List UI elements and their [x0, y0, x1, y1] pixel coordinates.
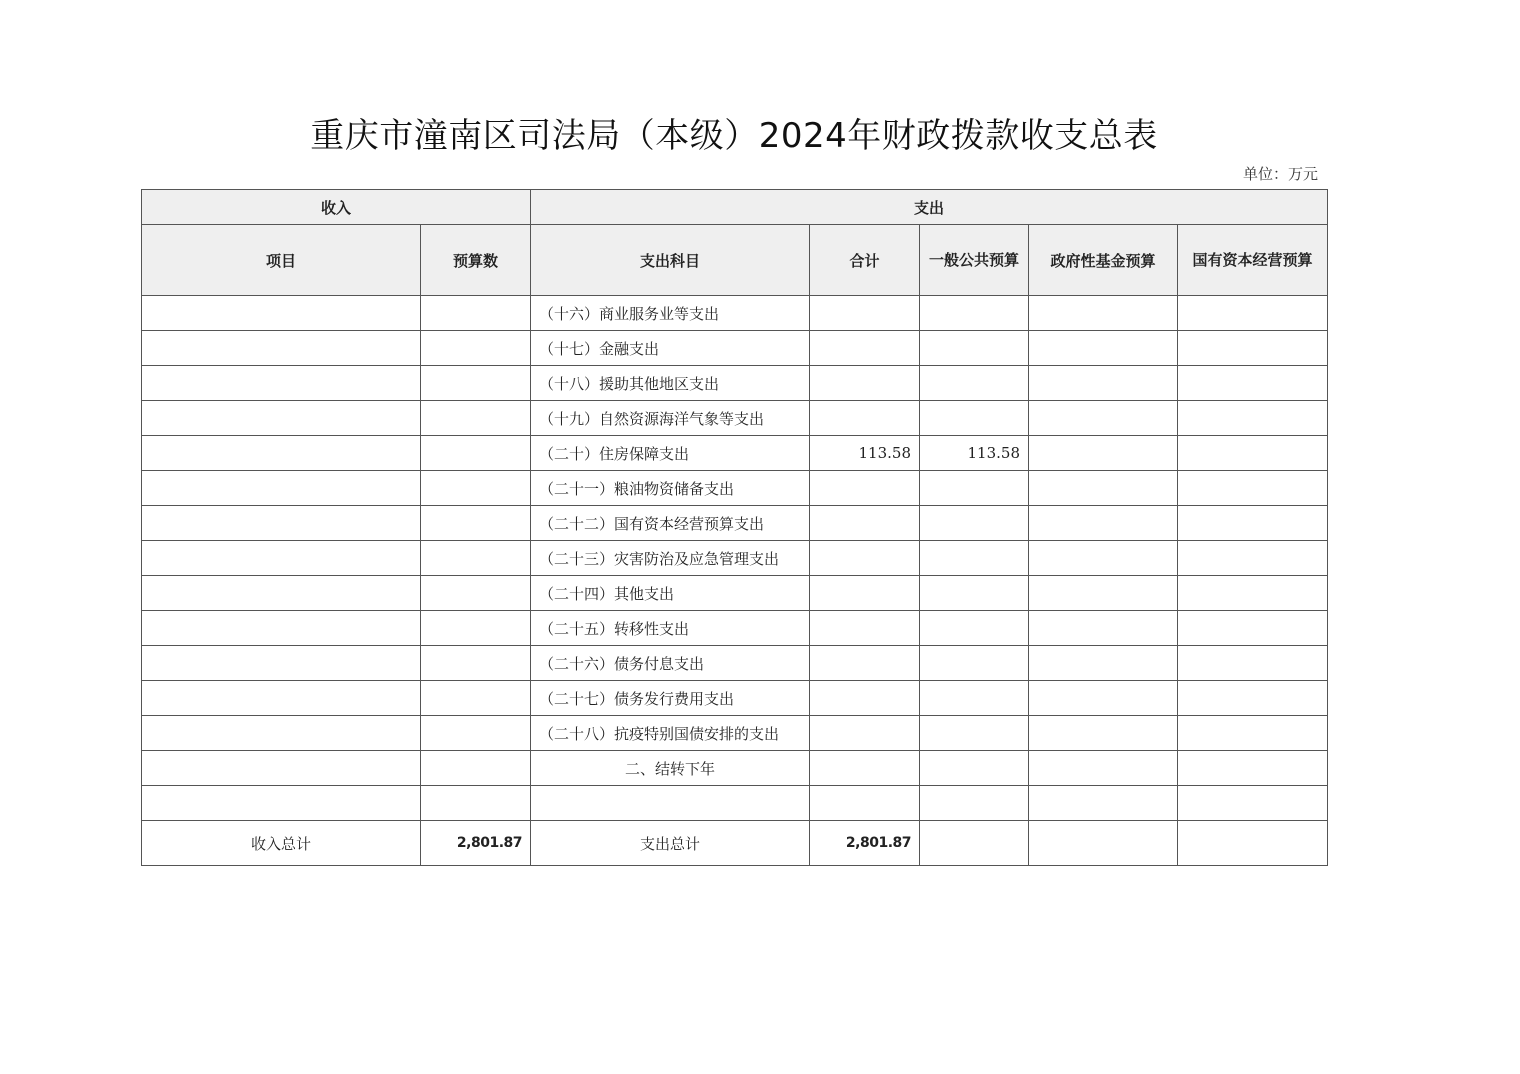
capital-budget-cell: [1178, 366, 1328, 401]
general-budget-cell: [920, 506, 1029, 541]
general-budget-cell: [920, 576, 1029, 611]
expense-subject-cell: （十七）金融支出: [531, 331, 810, 366]
capital-budget-cell: [1178, 646, 1328, 681]
group-header-row: [142, 190, 1328, 225]
general-budget-cell: [920, 296, 1029, 331]
unit-label: 单位：万元: [1242, 165, 1318, 183]
item-cell: [142, 576, 421, 611]
column-header-row: [142, 225, 1328, 296]
table-row: [142, 751, 1328, 786]
total-cell: [810, 576, 920, 611]
total-cell: [810, 296, 920, 331]
budget-cell: [421, 506, 531, 541]
table-row: [142, 436, 1328, 471]
item-cell: [142, 681, 421, 716]
total-cell: [810, 541, 920, 576]
income-group-header: 收入: [142, 190, 531, 225]
fund-budget-cell: [1029, 646, 1178, 681]
capital-budget-cell: [1178, 576, 1328, 611]
table-row: [142, 331, 1328, 366]
expense-group-header: 支出: [531, 190, 1328, 225]
budget-cell: [421, 471, 531, 506]
fund-budget-cell: [1029, 751, 1178, 786]
budget-cell: [421, 751, 531, 786]
budget-cell: [421, 331, 531, 366]
general-budget-cell: [920, 786, 1029, 821]
expense-subject-cell: （十八）援助其他地区支出: [531, 366, 810, 401]
general-budget-cell: [920, 366, 1029, 401]
table-row: [142, 611, 1328, 646]
fund-budget-cell: [1029, 506, 1178, 541]
totals-row: [142, 821, 1328, 866]
general-budget-cell: 113.58: [920, 436, 1029, 471]
col-header-state-capital-budget: 国有资本经营预算: [1178, 225, 1328, 296]
budget-cell: [421, 786, 531, 821]
fund-budget-cell: [1029, 681, 1178, 716]
item-cell: [142, 471, 421, 506]
col-header-expense-subject: 支出科目: [531, 225, 810, 296]
col-header-gov-fund-budget: 政府性基金预算: [1029, 225, 1178, 296]
budget-cell: [421, 436, 531, 471]
expense-total-label: 支出总计: [531, 821, 810, 866]
capital-budget-cell: [1178, 506, 1328, 541]
table-row: [142, 786, 1328, 821]
general-budget-cell: [920, 401, 1029, 436]
table-row: [142, 401, 1328, 436]
item-cell: [142, 716, 421, 751]
capital-budget-cell: [1178, 611, 1328, 646]
budget-cell: [421, 541, 531, 576]
item-cell: [142, 401, 421, 436]
total-fund-cell: [1029, 821, 1178, 866]
total-cell: [810, 366, 920, 401]
fund-budget-cell: [1029, 471, 1178, 506]
budget-cell: [421, 401, 531, 436]
table-row: [142, 506, 1328, 541]
capital-budget-cell: [1178, 296, 1328, 331]
table-row: [142, 646, 1328, 681]
budget-cell: [421, 366, 531, 401]
table-row: [142, 471, 1328, 506]
total-cell: [810, 331, 920, 366]
fund-budget-cell: [1029, 366, 1178, 401]
expense-subject-cell: （二十三）灾害防治及应急管理支出: [531, 541, 810, 576]
page-title: 重庆市潼南区司法局（本级）2024年财政拨款收支总表: [310, 116, 1158, 156]
budget-cell: [421, 611, 531, 646]
budget-cell: [421, 681, 531, 716]
capital-budget-cell: [1178, 436, 1328, 471]
total-cell: [810, 786, 920, 821]
budget-cell: [421, 576, 531, 611]
budget-cell: [421, 716, 531, 751]
col-header-budget: 预算数: [421, 225, 531, 296]
expense-subject-cell: （十九）自然资源海洋气象等支出: [531, 401, 810, 436]
item-cell: [142, 786, 421, 821]
fund-budget-cell: [1029, 611, 1178, 646]
fiscal-summary-table: [141, 189, 1328, 866]
item-cell: [142, 366, 421, 401]
fund-budget-cell: [1029, 576, 1178, 611]
general-budget-cell: [920, 331, 1029, 366]
general-budget-cell: [920, 471, 1029, 506]
general-budget-cell: [920, 611, 1029, 646]
fund-budget-cell: [1029, 786, 1178, 821]
general-budget-cell: [920, 646, 1029, 681]
col-header-general-public-budget: 一般公共预算: [920, 225, 1029, 296]
total-cell: 113.58: [810, 436, 920, 471]
item-cell: [142, 506, 421, 541]
expense-total-value: 2,801.87: [810, 821, 920, 866]
capital-budget-cell: [1178, 751, 1328, 786]
capital-budget-cell: [1178, 681, 1328, 716]
item-cell: [142, 611, 421, 646]
table-row: [142, 576, 1328, 611]
capital-budget-cell: [1178, 401, 1328, 436]
total-cell: [810, 751, 920, 786]
fund-budget-cell: [1029, 541, 1178, 576]
table-row: [142, 366, 1328, 401]
total-cell: [810, 506, 920, 541]
expense-subject-cell: （二十二）国有资本经营预算支出: [531, 506, 810, 541]
item-cell: [142, 436, 421, 471]
expense-subject-cell: [531, 786, 810, 821]
table-row: [142, 716, 1328, 751]
item-cell: [142, 751, 421, 786]
total-cell: [810, 471, 920, 506]
fund-budget-cell: [1029, 296, 1178, 331]
col-header-total: 合计: [810, 225, 920, 296]
budget-cell: [421, 296, 531, 331]
item-cell: [142, 296, 421, 331]
col-header-item: 项目: [142, 225, 421, 296]
expense-subject-cell: （二十七）债务发行费用支出: [531, 681, 810, 716]
expense-subject-cell: （二十四）其他支出: [531, 576, 810, 611]
general-budget-cell: [920, 716, 1029, 751]
fund-budget-cell: [1029, 436, 1178, 471]
budget-cell: [421, 646, 531, 681]
expense-subject-cell: （二十五）转移性支出: [531, 611, 810, 646]
expense-subject-cell: 二、结转下年: [531, 751, 810, 786]
capital-budget-cell: [1178, 471, 1328, 506]
general-budget-cell: [920, 681, 1029, 716]
item-cell: [142, 331, 421, 366]
expense-subject-cell: （二十）住房保障支出: [531, 436, 810, 471]
general-budget-cell: [920, 751, 1029, 786]
capital-budget-cell: [1178, 716, 1328, 751]
fund-budget-cell: [1029, 331, 1178, 366]
total-cell: [810, 401, 920, 436]
item-cell: [142, 541, 421, 576]
income-total-value: 2,801.87: [421, 821, 531, 866]
table-row: [142, 296, 1328, 331]
expense-subject-cell: （二十八）抗疫特别国债安排的支出: [531, 716, 810, 751]
total-cell: [810, 646, 920, 681]
expense-subject-cell: （二十一）粮油物资储备支出: [531, 471, 810, 506]
total-cell: [810, 681, 920, 716]
total-capital-cell: [1178, 821, 1328, 866]
total-general-cell: [920, 821, 1029, 866]
general-budget-cell: [920, 541, 1029, 576]
table-body: [142, 296, 1328, 821]
table-row: [142, 681, 1328, 716]
expense-subject-cell: （十六）商业服务业等支出: [531, 296, 810, 331]
total-cell: [810, 611, 920, 646]
capital-budget-cell: [1178, 541, 1328, 576]
capital-budget-cell: [1178, 331, 1328, 366]
fund-budget-cell: [1029, 716, 1178, 751]
table-row: [142, 541, 1328, 576]
total-cell: [810, 716, 920, 751]
income-total-label: 收入总计: [142, 821, 421, 866]
item-cell: [142, 646, 421, 681]
fund-budget-cell: [1029, 401, 1178, 436]
capital-budget-cell: [1178, 786, 1328, 821]
expense-subject-cell: （二十六）债务付息支出: [531, 646, 810, 681]
